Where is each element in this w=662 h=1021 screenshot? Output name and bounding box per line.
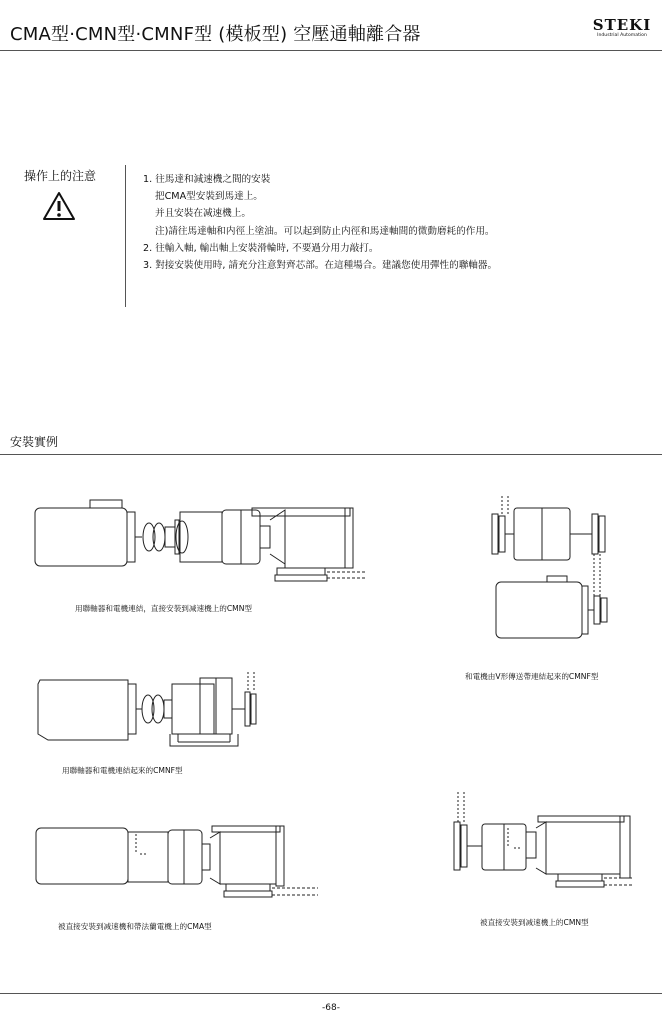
footer-rule (0, 993, 662, 994)
section-rule (0, 454, 662, 455)
caution-divider (125, 165, 126, 307)
caption-2: 和電機由V形傳送帶連結起來的CMNF型 (465, 672, 599, 681)
figure-cma-flange (30, 820, 330, 902)
note-1b: 并且安裝在减速機上。 (155, 208, 251, 220)
figure-cmn-coupling (30, 490, 370, 590)
figure-cmn-reducer (446, 792, 636, 904)
note-3: 3. 對接安裝使用時, 請充分注意對齊芯部。在這種場合。建議您使用彈性的聯軸器。 (143, 260, 498, 272)
caption-3: 用聯軸器和電機連結起來的CMNF型 (62, 766, 183, 775)
steki-logo (591, 17, 653, 39)
caption-1: 用聯軸器和電機連結，直接安裝到减速機上的CMN型 (75, 604, 253, 613)
note-1a: 把CMA型安裝到馬達上。 (155, 191, 263, 203)
page-title: CMA型·CMN型·CMNF型 (模板型) 空壓通軸離合器 (10, 24, 421, 45)
page-number: -68- (322, 1003, 340, 1013)
section-heading: 安裝實例 (10, 435, 59, 449)
caption-4: 被直接安裝到减速機和帶法蘭電機上的CMA型 (58, 922, 212, 931)
figure-cmnf-coupling (30, 672, 270, 754)
header-rule (0, 50, 662, 51)
note-1: 1. 往馬達和減速機之間的安裝 (143, 174, 271, 185)
warning-triangle-icon (42, 191, 76, 221)
caution-notes (143, 171, 497, 274)
logo-subtitle: Industrial Automation (597, 33, 647, 38)
note-2: 2. 往輸入軸, 輸出軸上安裝滑輪時, 不要過分用力敲打。 (143, 242, 379, 254)
caution-label: 操作上的注意 (24, 169, 97, 183)
caption-5: 被直接安裝到减速機上的CMN型 (480, 918, 589, 927)
logo-brand: STEKI (592, 16, 652, 34)
note-1c: 注)請往馬達軸和内徑上塗油。可以起到防止内徑和馬達軸間的微動磨耗的作用。 (155, 225, 495, 237)
figure-cmnf-vbelt (482, 496, 622, 646)
